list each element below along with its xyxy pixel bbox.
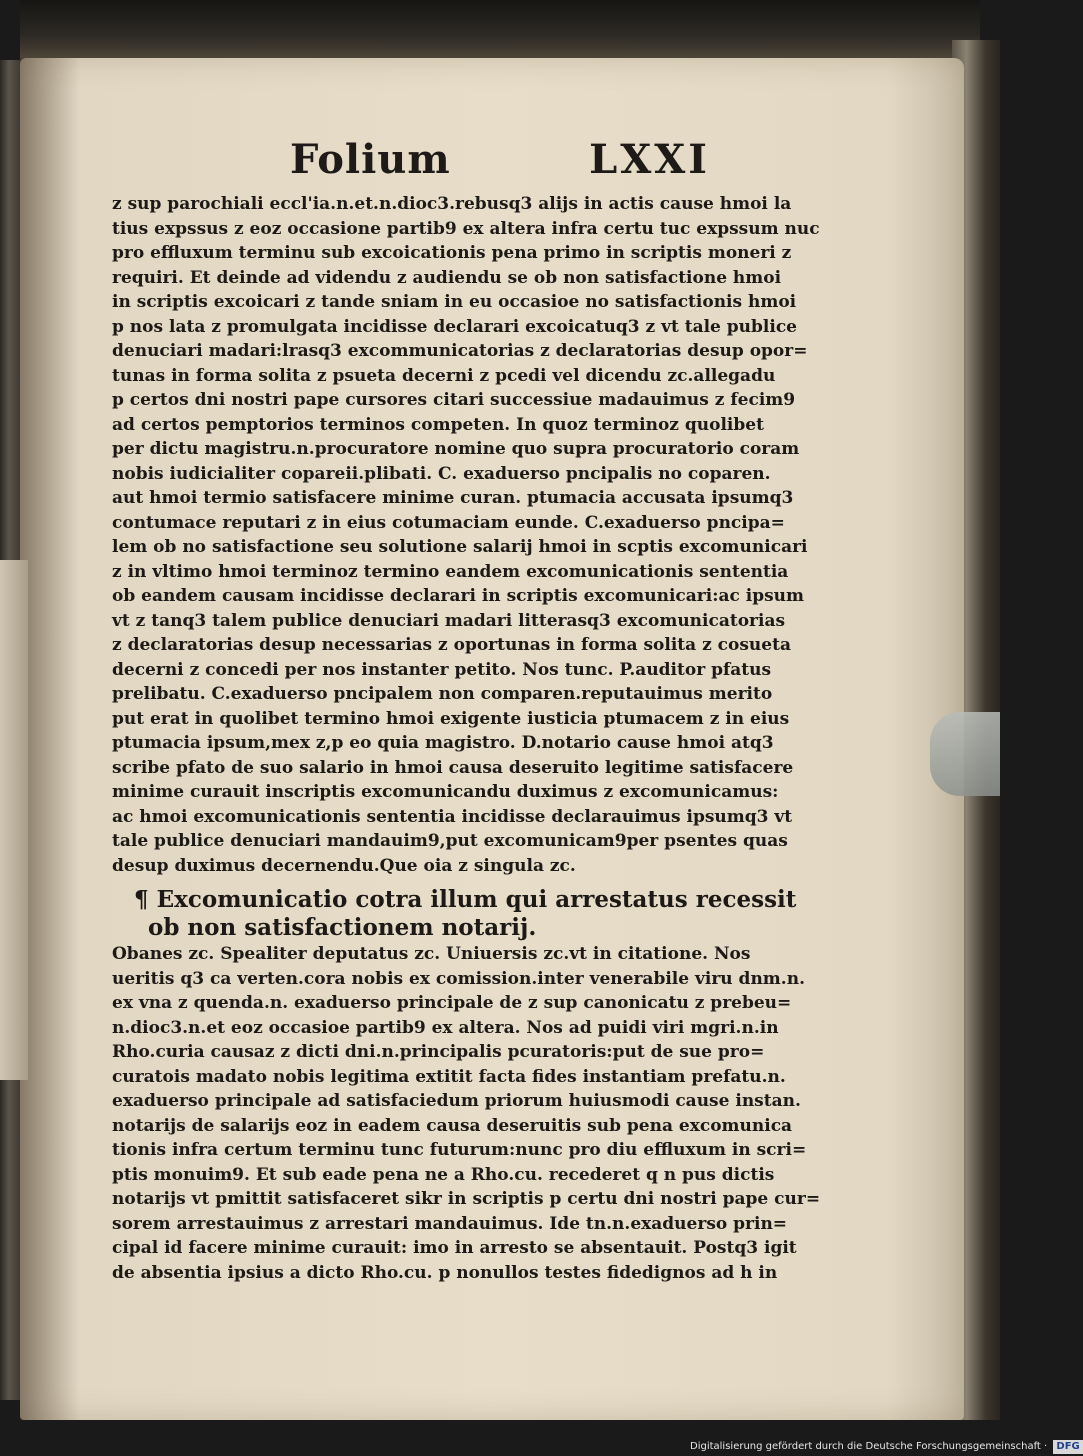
text-line: ad certos pemptorios terminos competen. In quoz terminoz quolibet [112,414,764,435]
text-line: p nos lata z promulgata incidisse declarari excoicatuq3 z vt tale publice [112,316,797,337]
dfg-logo: DFG [1053,1440,1082,1454]
digitization-credit-bar [690,1438,1080,1456]
text-block [112,192,821,1285]
text-line: notarijs vt pmittit satisfaceret sikr in scriptis p certu dni nostri pape cur= [112,1189,821,1209]
text-line: in scriptis excoicari z tande sniam in eu occasioe no satisfactionis hmoi [112,292,797,312]
running-title: Folium [290,136,451,183]
text-line: per dictu magistru.n.procuratore nomine quo supra procuratorio coram [112,439,800,459]
body-paragraph-2 [112,942,821,1285]
text-line: contumace reputari z in eius cotumaciam eunde. C.exaduerso pncipa= [112,512,785,533]
text-line: tunas in forma solita z psueta decerni z pcedi vel dicendu zc.allegadu [112,365,776,386]
text-line: de absentia ipsius a dicto Rho.cu. p nonullos testes fidedignos ad h in [112,1262,778,1283]
text-line: denuciari madari:lrasq3 excommunicatorias z declaratorias desup opor= [112,341,808,361]
text-line: ac hmoi excomunicationis sententia incidisse declarauimus ipsumq3 vt [112,806,793,827]
gutter-shadow [20,58,80,1420]
text-line: ptumacia ipsum,mex z,p eo quia magistro. D.notario cause hmoi atq3 [112,733,774,753]
text-line: z sup parochiali eccl'ia.n.et.n.dioc3.rebusq3 alijs in actis cause hmoi la [112,194,792,214]
text-line: ptis monuim9. Et sub eade pena ne a Rho.cu. recederet q n pus dictis [112,1164,775,1185]
text-line: sorem arrestauimus z arrestari mandauimus. Ide tn.n.exaduerso prin= [112,1213,788,1234]
page-header [290,136,710,186]
text-line: Obanes zc. Spealiter deputatus zc. Uniuersis zc.vt in citatione. Nos [112,944,751,964]
heading-line-2: ob non satisfactionem notarij. [148,914,537,941]
text-line: minime curauit inscriptis excomunicandu duximus z excomunicamus: [112,782,779,802]
text-line: ex vna z quenda.n. exaduerso principale de z sup canonicatu z prebeu= [112,993,792,1013]
text-line: prelibatu. C.exaduerso pncipalem non comparen.reputauimus merito [112,684,773,704]
book-top-edge [20,0,980,60]
heading-line-1: ¶ Excomunicatio cotra illum qui arrestatus recessit [134,886,797,913]
text-line: lem ob no satisfactione seu solutione salarij hmoi in scptis excomunicari [112,537,808,557]
text-line: tionis infra certum terminu tunc futurum:nunc pro diu effluxum in scri= [112,1140,807,1160]
text-line: ueritis q3 ca verten.cora nobis ex comission.inter venerabile viru dnm.n. [112,968,805,989]
body-paragraph-1 [112,192,820,878]
text-line: n.dioc3.n.et eoz occasioe partib9 ex altera. Nos ad puidi viri mgri.n.in [112,1017,779,1038]
text-line: put erat in quolibet termino hmoi exigente iusticia ptumacem z in eius [112,708,790,729]
text-line: scribe pfato de suo salario in hmoi causa deseruito legitime satisfacere [112,757,794,778]
section-heading [134,886,797,942]
text-line: ob eandem causam incidisse declarari in scriptis excomunicari:ac ipsum [112,586,805,606]
credit-text: Digitalisierung gefördert durch die Deutsche Forschungsgemeinschaft · [690,1441,1048,1452]
text-line: vt z tanq3 talem publice denuciari madari litterasq3 excomunicatorias [112,610,786,631]
text-line: Rho.curia causaz z dicti dni.n.principalis pcuratoris:put de sue pro= [112,1042,765,1062]
text-line: requiri. Et deinde ad videndu z audiendu se ob non satisfactione hmoi [112,267,782,288]
text-line: decerni z concedi per nos instanter petito. Nos tunc. P.auditor pfatus [112,659,772,680]
text-line: aut hmoi termio satisfacere minime curan. ptumacia accusata ipsumq3 [112,488,794,508]
text-line: pro effluxum terminu sub excoicationis pena primo in scriptis moneri z [112,243,792,263]
text-line: notarijs de salarijs eoz in eadem causa deseruitis sub pena excomunica [112,1115,793,1136]
facing-page-strip [0,560,28,1080]
text-line: nobis iudicialiter copareii.plibati. C. exaduerso pncipalis no coparen. [112,463,771,484]
text-line: z declaratorias desup necessarias z oportunas in forma solita z cosueta [112,635,791,655]
text-line: p certos dni nostri pape cursores citari successiue madauimus z fecim9 [112,390,796,410]
page-tab-marker [930,712,1000,796]
folio-number: LXXI [589,136,710,183]
text-line: z in vltimo hmoi terminoz termino eandem excomunicationis sententia [112,561,789,582]
text-line: tale publice denuciari mandauim9,put excomunicam9per psentes quas [112,831,788,851]
text-line: desup duximus decernendu.Que oia z singula zc. [112,855,576,876]
text-line: curatois madato nobis legitima extitit facta fides instantiam prefatu.n. [112,1066,786,1087]
text-line: cipal id facere minime curauit: imo in arresto se absentauit. Postq3 igit [112,1238,797,1258]
text-line: exaduerso principale ad satisfaciedum priorum huiusmodi cause instan. [112,1091,801,1111]
text-line: tius expssus z eoz occasione partib9 ex altera infra certu tuc expssum nuc [112,218,820,239]
